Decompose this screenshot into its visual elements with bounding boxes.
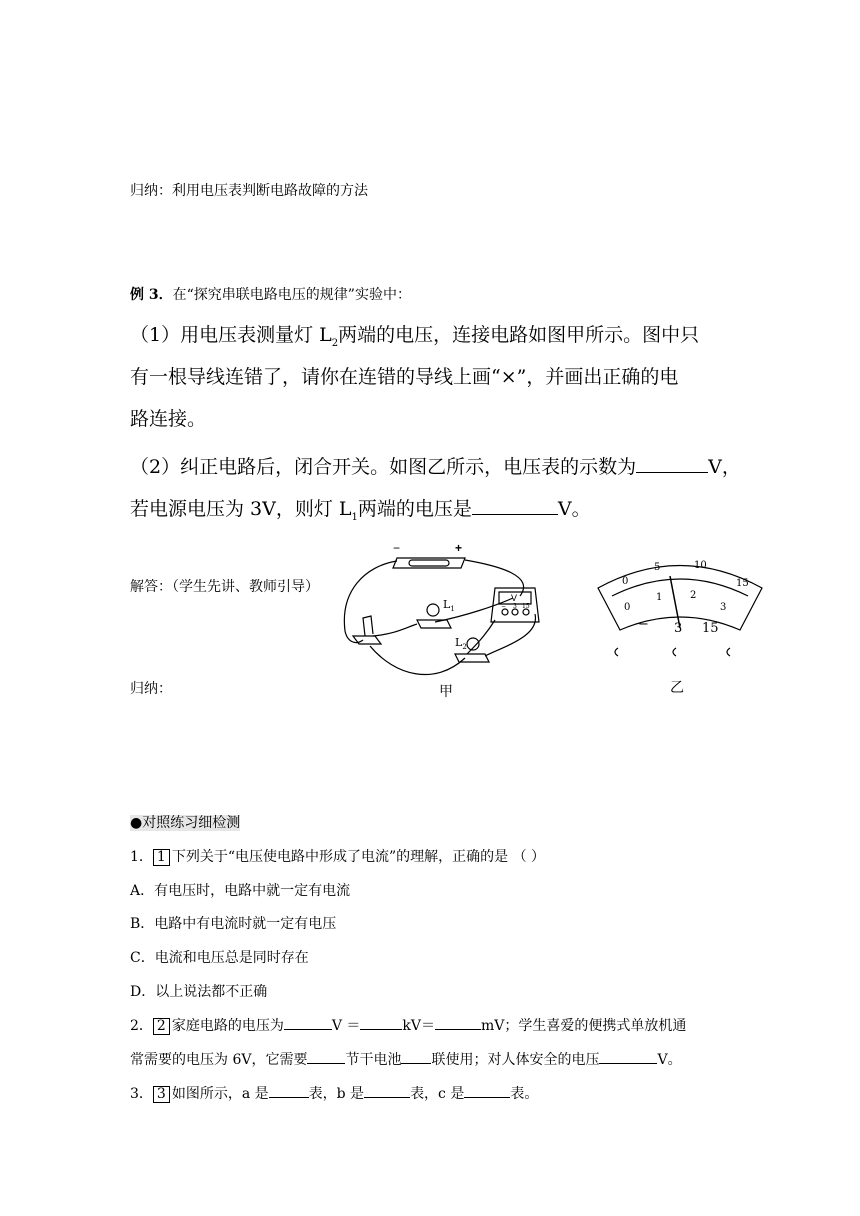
q2-text-a: （2）纠正电路后，闭合开关。如图乙所示，电压表的示数为	[130, 456, 637, 478]
example3-q2-line1	[130, 452, 741, 479]
meter-v-label: V	[511, 593, 518, 603]
practice-q3	[130, 1083, 538, 1103]
dial-tick: 0	[624, 602, 631, 613]
q3-box: 3	[153, 1086, 170, 1103]
answer-blank[interactable]	[269, 1083, 309, 1098]
q2-box: 2	[153, 1018, 170, 1035]
answer-blank[interactable]	[307, 1049, 345, 1064]
lamp-l2-icon	[455, 654, 489, 662]
dial-tick: 3	[720, 602, 727, 613]
practice-q2-line2	[130, 1049, 682, 1069]
answer-blank[interactable]	[464, 1083, 510, 1098]
q2-text: V。	[657, 1052, 682, 1068]
q3-text: 表。	[510, 1086, 539, 1102]
answer-blank[interactable]	[284, 1015, 332, 1030]
example3-heading	[130, 284, 411, 304]
example3-intro: 在“探究串联电路电压的规律”实验中：	[172, 287, 411, 303]
q1-option: B．电路中有电流时就一定有电压	[130, 916, 337, 932]
dial-tick: 0	[622, 576, 629, 587]
voltmeter-figure-yi	[590, 548, 770, 696]
answer-blank[interactable]	[360, 1015, 402, 1030]
answer-blank[interactable]	[472, 495, 558, 515]
q3-number: 3．	[130, 1086, 153, 1102]
answer-blank[interactable]	[599, 1049, 657, 1064]
terminal-label: 15	[702, 621, 719, 636]
answer-blank[interactable]	[636, 453, 708, 473]
circuit-figure-jia	[335, 536, 550, 700]
q2-text: 联使用；对人体安全的电压	[431, 1052, 600, 1068]
q1-text-b: 两端的电压，连接电路如图甲所示。图中只	[338, 324, 700, 346]
meter-term: 3	[513, 603, 517, 610]
dial-tick: 2	[690, 590, 697, 601]
q2-text: kV＝	[402, 1018, 435, 1034]
q2-unit2: V。	[557, 498, 591, 520]
terminal-label: −	[638, 617, 649, 632]
answer-blank[interactable]	[435, 1015, 481, 1030]
example3-label: 例 3．	[130, 287, 173, 303]
dial-tick: 10	[694, 560, 707, 571]
label-l2: $L_2$	[455, 636, 467, 651]
summary2: 归纳：	[130, 681, 172, 697]
caption-jia: 甲	[439, 684, 453, 700]
label-l1: $L_1$	[443, 598, 455, 613]
q3-text: 表，c 是	[410, 1086, 465, 1102]
answer-blank[interactable]	[364, 1083, 410, 1098]
q2-text: V ＝	[331, 1018, 361, 1034]
q1-option: C．电流和电压总是同时存在	[130, 950, 309, 966]
terminal-label: 3	[674, 621, 683, 636]
q1-stem: 下列关于“电压使电路中形成了电流”的理解，正确的是 （ ）	[171, 849, 546, 865]
q2-number: 2．	[130, 1018, 153, 1034]
section-title-text: ●对照练习细检测	[130, 815, 241, 831]
q2-text: 常需要的电压为 6V，它需要	[130, 1052, 308, 1068]
lamp-l1-icon	[417, 620, 451, 628]
dial-tick: 15	[736, 578, 749, 589]
practice-q1	[130, 846, 545, 866]
example3-q1-line2: 有一根导线连错了，请你在连错的导线上画“×”，并画出正确的电	[130, 366, 679, 388]
caption-yi: 乙	[670, 680, 684, 696]
dial-tick: 5	[654, 562, 661, 573]
dial-tick: 1	[656, 592, 663, 603]
q3-text: 表，b 是	[308, 1086, 365, 1102]
q2-text-c: 两端的电压是	[357, 498, 472, 520]
summary-fault-method: 归纳：利用电压表判断电路故障的方法	[130, 183, 368, 199]
practice-q2-line1	[130, 1015, 686, 1035]
minus-sign: −	[393, 541, 401, 555]
section-title	[130, 812, 240, 832]
example3-q1-line1	[130, 320, 699, 349]
q2-text: 家庭电路的电压为	[171, 1018, 284, 1034]
q2-text: mV；学生喜爱的便携式单放机通	[481, 1018, 687, 1034]
plus-sign: +	[455, 541, 463, 555]
example3-q1-line3: 路连接。	[130, 408, 207, 430]
answer-blank[interactable]	[401, 1049, 431, 1064]
q2-unit1: V，	[708, 456, 741, 478]
q3-text: 如图所示，a 是	[171, 1086, 269, 1102]
q1-number: 1．	[130, 849, 153, 865]
answer-label: 解答：（学生先讲、教师引导）	[130, 579, 319, 595]
q1-option: A．有电压时，电路中就一定有电流	[130, 883, 351, 899]
q1-box: 1	[153, 849, 170, 866]
q2-text: 节干电池	[345, 1052, 402, 1068]
meter-term: 15	[522, 603, 530, 610]
q1-option: D．以上说法都不正确	[130, 984, 268, 1000]
q2-sub: 1	[351, 511, 358, 523]
q1-text-a: （1）用电压表测量灯 L	[130, 324, 332, 346]
example3-q2-line2	[130, 494, 591, 523]
q2-text-b: 若电源电压为 3V，则灯 L	[130, 498, 352, 520]
meter-term: −	[501, 603, 507, 610]
q1-sub: 2	[331, 337, 339, 349]
